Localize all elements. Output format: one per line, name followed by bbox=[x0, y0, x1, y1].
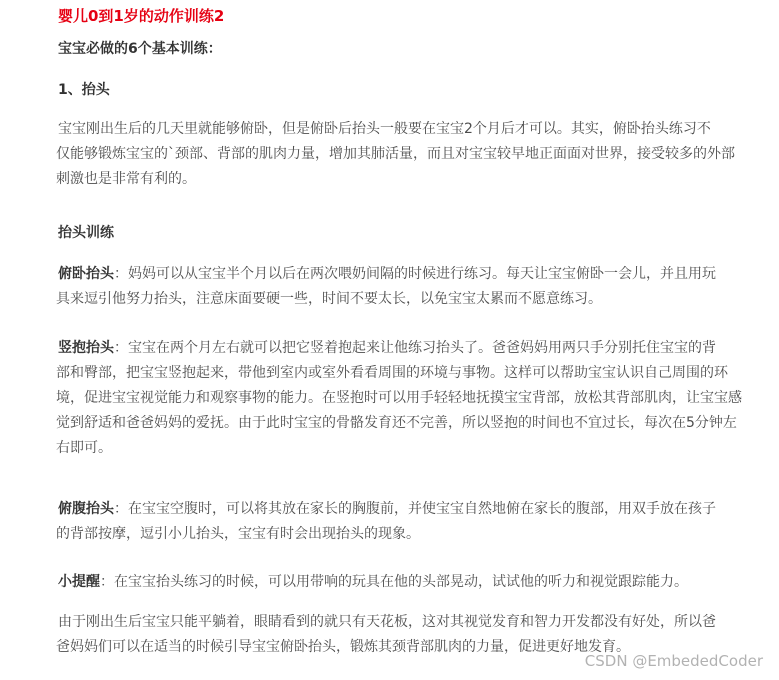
subtitle: 宝宝必做的6个基本训练： bbox=[58, 41, 222, 57]
paragraph-prone-lift bbox=[58, 262, 716, 312]
paragraph-line: ：在宝宝抬头练习的时候，可以用带响的玩具在他的头部晃动，试试他的听力和视觉跟踪能力。 bbox=[100, 574, 688, 590]
paragraph-line: 爸妈妈们可以在适当的时候引导宝宝俯卧抬头，锻炼其颈背部肌肉的力量，促进更好地发育。 bbox=[56, 639, 630, 655]
paragraph-line: 部和臀部，把宝宝竖抱起来，带他到室内或室外看看周围的环境与事物。这样可以帮助宝宝认识自己周围的环 bbox=[56, 365, 728, 381]
paragraph-line: ：在宝宝空腹时，可以将其放在家长的胸腹前，并使宝宝自然地俯在家长的腹部，用双手放在孩子 bbox=[114, 501, 716, 517]
paragraph-line: ：宝宝在两个月左右就可以把它竖着抱起来让他练习抬头了。爸爸妈妈用两只手分别托住宝宝的背 bbox=[114, 340, 716, 356]
paragraph-line: ：妈妈可以从宝宝半个月以后在两次喂奶间隔的时候进行练习。每天让宝宝俯卧一会儿，并且用玩 bbox=[114, 266, 716, 282]
paragraph-line: 由于刚出生后宝宝只能平躺着，眼睛看到的就只有天花板，这对其视觉发育和智力开发都没有好处，所以爸 bbox=[58, 614, 716, 630]
training-heading: 抬头训练 bbox=[58, 225, 114, 241]
paragraph-line: 右即可。 bbox=[56, 440, 112, 456]
intro-paragraph bbox=[58, 117, 735, 192]
paragraph-lead: 俯腹抬头 bbox=[58, 501, 114, 517]
intro-line-2: 仅能够锻炼宝宝的`颈部、背部的肌肉力量，增加其肺活量，而且对宝宝较早地正面面对世界，接受较多的外部 bbox=[56, 146, 735, 162]
paragraph-line: 具来逗引他努力抬头，注意床面要硬一些，时间不要太长，以免宝宝太累而不愿意练习。 bbox=[56, 291, 602, 307]
section-heading-1: 1、抬头 bbox=[58, 82, 110, 98]
paragraph-tip bbox=[58, 570, 688, 595]
paragraph-line: 境，促进宝宝视觉能力和观察事物的能力。在竖抱时可以用手轻轻地抚摸宝宝背部，放松其背部肌肉，让宝宝感 bbox=[56, 390, 742, 406]
paragraph-upright-lift bbox=[58, 336, 742, 461]
paragraph-lead: 竖抱抬头 bbox=[58, 340, 114, 356]
intro-line-1: 宝宝刚出生后的几天里就能够俯卧，但是俯卧后抬头一般要在宝宝2个月后才可以。其实，俯卧抬头练习不 bbox=[58, 121, 711, 137]
paragraph-belly-lift bbox=[58, 497, 716, 547]
paragraph-line: 觉到舒适和爸爸妈妈的爱抚。由于此时宝宝的骨骼发育还不完善，所以竖抱的时间也不宜过长，每次在5分钟左 bbox=[56, 415, 737, 431]
paragraph-lead: 小提醒 bbox=[58, 574, 100, 590]
csdn-watermark: CSDN @EmbededCoder bbox=[584, 652, 763, 670]
article-title: 婴儿0到1岁的动作训练2 bbox=[58, 7, 225, 25]
paragraph-line: 的背部按摩，逗引小儿抬头，宝宝有时会出现抬头的现象。 bbox=[56, 526, 420, 542]
intro-line-3: 刺激也是非常有利的。 bbox=[56, 171, 196, 187]
paragraph-lead: 俯卧抬头 bbox=[58, 266, 114, 282]
